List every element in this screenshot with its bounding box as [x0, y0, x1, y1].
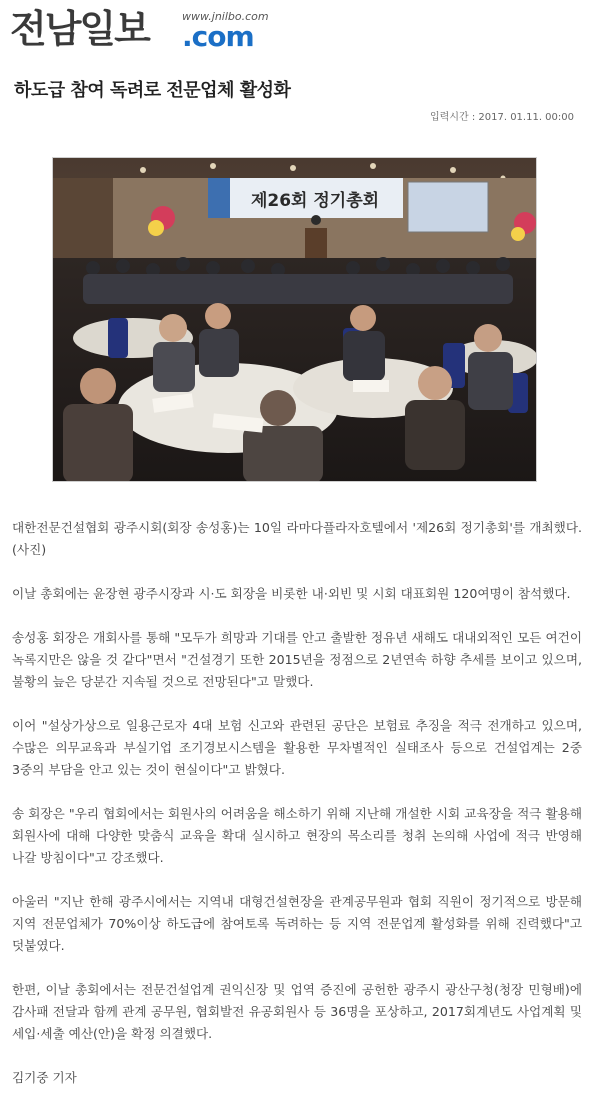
site-logo[interactable]: [10, 6, 270, 52]
article-body: [12, 517, 582, 1089]
banner-text: 제26회 정기총회: [250, 191, 380, 211]
logo-url: www.jnilbo.com: [182, 10, 269, 23]
article-paragraph: 아울러 "지난 한해 광주시에서는 지역내 대형건설현장을 관계공무원과 협회 직원이 정기적으로 방문해 지역 전문업체가 70%이상 하도급에 참여토록 독려하는 등 지역 전문업계 활성화를 위해 진력했다"고 덧붙였다.: [12, 894, 582, 953]
article-photo: [52, 157, 537, 482]
article-paragraph: 한편, 이날 총회에서는 전문건설업계 권익신장 및 업역 증진에 공헌한 광주시 광산구청(청장 민형배)에 감사패 전달과 함께 관계 공무원, 협회발전 유공회원사 등 36명을 포상하고, 2017회계년도 사업계획 및 세입·세출 예산(안)을 확정 의결했다.: [12, 982, 582, 1041]
article-title: 하도급 참여 독려로 전문업체 활성화: [14, 80, 291, 101]
article-paragraph: 대한전문건설협회 광주시회(회장 송성홍)는 10일 라마다플라자호텔에서 '제26회 정기총회'를 개최했다.(사진): [12, 520, 582, 557]
logo-domain: .com: [182, 20, 254, 53]
article-paragraph: 송성홍 회장은 개회사를 통해 "모두가 희망과 기대를 안고 출발한 정유년 새해도 대내외적인 모든 여건이 녹록지만은 않을 것 같다"면서 "건설경기 또한 2015년을 정점으로 2년연속 하향 추세를 보이고 있으며, 불황의 늪은 당분간 지속될 것으로 전망된다"고 말했다.: [12, 630, 582, 689]
logo-wordmark: 전남일보: [10, 7, 149, 51]
article-paragraph: 이날 총회에는 윤장현 광주시장과 시·도 회장을 비롯한 내·외빈 및 시회 대표회원 120여명이 참석했다.: [12, 586, 571, 601]
byline: 김기중 기자: [12, 1070, 77, 1085]
article-paragraph: 이어 "설상가상으로 일용근로자 4대 보험 신고와 관련된 공단은 보험료 추징을 적극 전개하고 있으며, 수많은 의무교육과 부실기업 조기경보시스템을 활용한 무차별적인 실태조사 등으로 건설업계는 2중 3중의 부담을 안고 있는 것이 현실이다"고 밝혔다.: [12, 718, 582, 777]
publish-date: 입력시간 : 2017. 01.11. 00:00: [430, 112, 574, 123]
article-paragraph: 송 회장은 "우리 협회에서는 회원사의 어려움을 해소하기 위해 지난해 개설한 시회 교육장을 적극 활용해 회원사에 대해 다양한 맞춤식 교육을 확대 실시하고 현장의 목소리를 청취 논의해 사업에 적극 반영해 나갈 방침이다"고 강조했다.: [12, 806, 582, 865]
projection-screen: [408, 182, 488, 232]
